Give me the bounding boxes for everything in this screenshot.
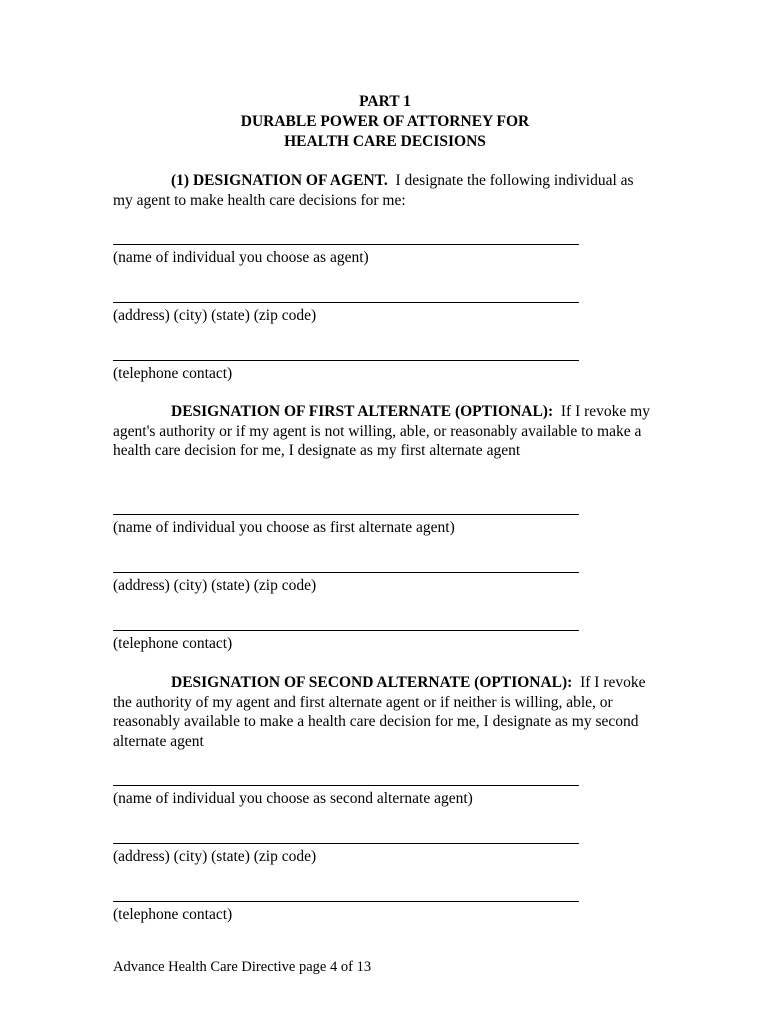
agent-section-body: I designate the following individual as my agent to make health care decisions for me: xyxy=(113,172,634,209)
first-alternate-section-text xyxy=(113,402,653,461)
first-alternate-name-caption: (name of individual you choose as first alternate agent) xyxy=(113,519,455,536)
agent-section-heading: (1) DESIGNATION OF AGENT. xyxy=(171,172,388,189)
agent-section-text xyxy=(113,171,653,210)
document-title xyxy=(0,92,770,152)
first-alternate-address-caption: (address) (city) (state) (zip code) xyxy=(113,577,317,594)
second-alternate-heading: DESIGNATION OF SECOND ALTERNATE (OPTIONAL): xyxy=(171,674,573,691)
agent-name-line[interactable] xyxy=(113,244,579,245)
page-footer: Advance Health Care Directive page 4 of 13 xyxy=(113,959,372,975)
title-main: DURABLE POWER OF ATTORNEY FOR xyxy=(240,113,530,130)
first-alternate-phone-caption: (telephone contact) xyxy=(113,635,233,652)
second-alternate-section-text xyxy=(113,673,653,751)
agent-address-caption: (address) (city) (state) (zip code) xyxy=(113,307,317,324)
title-sub: HEALTH CARE DECISIONS xyxy=(284,133,486,150)
first-alternate-body: If I revoke my agent's authority or if my agent is not willing, able, or reasonably available to make a health care decision for me, I designate as my first alternate agent xyxy=(113,403,650,459)
title-part: PART 1 xyxy=(359,93,411,110)
second-alternate-body: If I revoke the authority of my agent and first alternate agent or if neither is willing, able, or reasonably available to make a health care decision for me, I designate as my second alternate agent xyxy=(113,674,646,750)
agent-address-line[interactable] xyxy=(113,302,579,303)
agent-phone-caption: (telephone contact) xyxy=(113,365,233,382)
second-alternate-address-caption: (address) (city) (state) (zip code) xyxy=(113,848,317,865)
second-alternate-name-caption: (name of individual you choose as second alternate agent) xyxy=(113,790,473,807)
second-alternate-phone-line[interactable] xyxy=(113,901,579,902)
second-alternate-name-line[interactable] xyxy=(113,785,579,786)
first-alternate-phone-line[interactable] xyxy=(113,630,579,631)
agent-name-caption: (name of individual you choose as agent) xyxy=(113,249,369,266)
second-alternate-phone-caption: (telephone contact) xyxy=(113,906,233,923)
second-alternate-address-line[interactable] xyxy=(113,843,579,844)
first-alternate-address-line[interactable] xyxy=(113,572,579,573)
first-alternate-name-line[interactable] xyxy=(113,514,579,515)
agent-phone-line[interactable] xyxy=(113,360,579,361)
first-alternate-heading: DESIGNATION OF FIRST ALTERNATE (OPTIONAL): xyxy=(171,403,554,420)
